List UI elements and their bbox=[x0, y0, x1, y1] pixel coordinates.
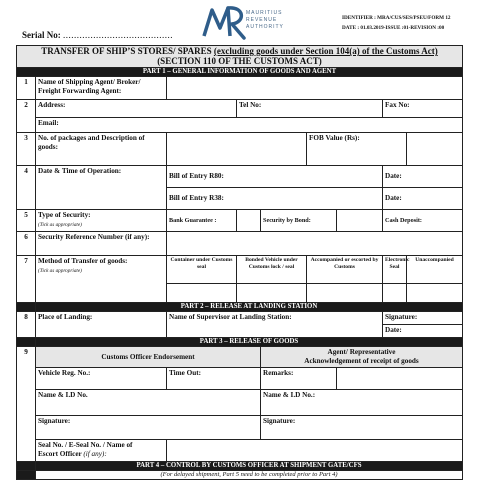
option-electronic-seal: Electronic Seal bbox=[383, 256, 407, 284]
agent-ack-line-1: Agent/ Representative bbox=[327, 348, 396, 356]
remarks-label: Remarks: bbox=[263, 369, 294, 377]
part1-heading: PART 1 – GENERAL INFORMATION OF GOODS AND AGENT bbox=[17, 68, 463, 77]
form-title bbox=[17, 46, 463, 68]
row-8-a bbox=[17, 312, 463, 325]
agent-signature-label: Signature: bbox=[263, 417, 296, 425]
row-number: 2 bbox=[17, 100, 36, 133]
r38-date-label: Date: bbox=[385, 194, 402, 202]
boe-r80-label: Bill of Entry R80: bbox=[169, 172, 224, 180]
part4-heading: PART 4 – CONTROL BY CUSTOMS OFFICER AT SHIPMENT GATE/CFS bbox=[36, 462, 463, 471]
option-bonded-vehicle: Bonded Vehicle under Customs lock / seal bbox=[237, 256, 307, 284]
security-type-text: Type of Security: bbox=[38, 211, 91, 219]
email-label: Email: bbox=[38, 119, 59, 127]
logo-text bbox=[246, 10, 284, 31]
date-issue-line: DATE : 01.03.2019-ISSUE :01-REVISION :00 bbox=[342, 25, 445, 31]
tick-electronic-seal[interactable] bbox=[383, 284, 407, 303]
row-9-vehicle bbox=[17, 368, 463, 390]
agent-ack-heading bbox=[261, 347, 463, 368]
fob-value-field[interactable] bbox=[307, 133, 407, 166]
bank-guarantee-label: Bank Guarantee : bbox=[167, 210, 237, 232]
packages-description-field[interactable] bbox=[167, 133, 307, 166]
agent-ack-line-2: Acknowledgement of receipt of goods bbox=[304, 357, 419, 365]
agent-name-id-label: Name & I.D No.: bbox=[263, 391, 316, 399]
tel-field[interactable] bbox=[237, 100, 383, 118]
bank-guarantee-checkbox[interactable] bbox=[237, 210, 261, 232]
part4-header-row bbox=[17, 462, 463, 471]
serial-label: Serial No: bbox=[22, 30, 61, 40]
row-number: 1 bbox=[17, 77, 36, 100]
landing-signature-field[interactable] bbox=[383, 312, 463, 325]
customs-form-table bbox=[16, 45, 463, 480]
time-out-label: Time Out: bbox=[169, 369, 202, 377]
r80-date-label: Date: bbox=[385, 172, 402, 180]
part4-note: (For delayed shipment, Part 5 need to be completed prior to Part 4) bbox=[36, 471, 463, 480]
seal-label-line-1: Seal No. / E-Seal No. / Name of bbox=[38, 441, 133, 449]
row-2-address bbox=[17, 100, 463, 118]
row-6 bbox=[17, 232, 463, 256]
transfer-method-text: Method of Transfer of goods: bbox=[38, 257, 128, 265]
option-container-seal: Container under Customs seal bbox=[167, 256, 237, 284]
seal-label-optional: (if any): bbox=[83, 450, 107, 458]
tick-hint: (Tick as appropriate) bbox=[38, 268, 82, 274]
agent-name-id-field[interactable] bbox=[261, 390, 463, 416]
row-1 bbox=[17, 77, 463, 100]
logo-text-line-1: MAURITIUS bbox=[246, 10, 283, 16]
logo-text-line-2: REVENUE bbox=[246, 17, 278, 23]
row-number: 9 bbox=[17, 347, 36, 462]
packages-description-label: No. of packages and Description of goods: bbox=[36, 133, 167, 166]
shipping-agent-field[interactable] bbox=[167, 77, 463, 100]
title-prefix: TRANSFER OF SHIP’S STORES/ SPARES bbox=[41, 46, 214, 56]
security-reference-label: Security Reference Number (if any): bbox=[36, 232, 167, 256]
part4-note-spacer bbox=[17, 471, 36, 480]
tel-label: Tel No: bbox=[239, 101, 262, 109]
row-9-name-id bbox=[17, 390, 463, 416]
tick-container-seal[interactable] bbox=[167, 284, 237, 303]
part3-header-row bbox=[17, 338, 463, 347]
row-5 bbox=[17, 210, 463, 232]
remarks-field[interactable] bbox=[261, 368, 337, 390]
part2-spacer bbox=[17, 303, 36, 312]
tick-bonded-vehicle[interactable] bbox=[237, 284, 307, 303]
fob-value-input[interactable] bbox=[407, 133, 463, 166]
customs-endorsement-heading: Customs Officer Endorsement bbox=[36, 347, 261, 368]
time-out-field[interactable] bbox=[167, 368, 261, 390]
logo-text-line-3: AUTHORITY bbox=[246, 24, 284, 30]
serial-dots: ........................................ bbox=[63, 30, 173, 40]
identifier-line: IDENTIFIER : MRA/CUS/SES/PSEU/FORM 12 bbox=[342, 15, 451, 21]
supervisor-name-field[interactable] bbox=[167, 312, 383, 338]
security-bond-label: Security by Bond: bbox=[261, 210, 337, 232]
vehicle-reg-field[interactable] bbox=[36, 368, 167, 390]
seal-number-field[interactable] bbox=[167, 440, 463, 462]
email-field[interactable] bbox=[36, 118, 463, 133]
boe-r38-label: Bill of Entry R38: bbox=[169, 194, 224, 202]
officer-name-id-label: Name & I.D No. bbox=[38, 391, 88, 399]
row-9-signature bbox=[17, 416, 463, 440]
cash-deposit-field[interactable] bbox=[383, 210, 463, 232]
part2-header-row bbox=[17, 303, 463, 312]
tick-escorted[interactable] bbox=[307, 284, 383, 303]
place-of-landing-label: Place of Landing: bbox=[36, 312, 167, 338]
part3-heading: PART 3 – RELEASE OF GOODS bbox=[36, 338, 463, 347]
seal-number-label bbox=[36, 440, 167, 462]
serial-number-field[interactable] bbox=[22, 30, 173, 40]
landing-date-label: Date: bbox=[385, 326, 402, 334]
row-2-email bbox=[17, 118, 463, 133]
officer-signature-field[interactable] bbox=[36, 416, 261, 440]
remarks-input[interactable] bbox=[337, 368, 463, 390]
security-reference-field[interactable] bbox=[167, 232, 463, 256]
bill-of-entry-r38-field[interactable] bbox=[167, 188, 383, 210]
supervisor-label: Name of Supervisor at Landing Station: bbox=[169, 313, 292, 321]
part2-heading: PART 2 – RELEASE AT LANDING STATION bbox=[36, 303, 463, 312]
part4-note-row bbox=[17, 471, 463, 480]
fob-label: FOB Value (Rs): bbox=[309, 134, 360, 142]
landing-date-field[interactable] bbox=[383, 325, 463, 338]
part3-spacer bbox=[17, 338, 36, 347]
cash-deposit-label: Cash Deposit: bbox=[385, 217, 422, 224]
address-label: Address: bbox=[38, 101, 66, 109]
shipping-agent-label: Name of Shipping Agent/ Broker/ Freight Forwarding Agent: bbox=[36, 77, 167, 100]
operation-datetime-label: Date & Time of Operation: bbox=[36, 166, 167, 210]
fax-label: Fax No: bbox=[385, 101, 410, 109]
option-unaccompanied: Unaccompanied bbox=[407, 256, 463, 284]
row-number: 4 bbox=[17, 166, 36, 210]
agent-signature-field[interactable] bbox=[261, 416, 463, 440]
row-9-seal bbox=[17, 440, 463, 462]
tick-hint: (Tick as appropriate) bbox=[38, 222, 82, 228]
r80-date-field[interactable] bbox=[383, 166, 463, 188]
security-type-label bbox=[36, 210, 167, 232]
form-title-row bbox=[17, 46, 463, 68]
security-bond-checkbox[interactable] bbox=[337, 210, 383, 232]
row-number: 7 bbox=[17, 256, 36, 303]
bill-of-entry-r80-field[interactable] bbox=[167, 166, 383, 188]
tick-unaccompanied[interactable] bbox=[407, 284, 463, 303]
row-9-headings bbox=[17, 347, 463, 368]
row-number: 8 bbox=[17, 312, 36, 338]
seal-label-line-2: Escort Officer bbox=[38, 450, 84, 458]
part4-spacer bbox=[17, 462, 36, 471]
address-field[interactable] bbox=[36, 100, 237, 118]
vehicle-reg-label: Vehicle Reg. No.: bbox=[38, 369, 91, 377]
transfer-method-label bbox=[36, 256, 167, 303]
officer-signature-label: Signature: bbox=[38, 417, 71, 425]
row-number: 3 bbox=[17, 133, 36, 166]
part1-header-row bbox=[17, 68, 463, 77]
row-4-r80 bbox=[17, 166, 463, 188]
fax-field[interactable] bbox=[383, 100, 463, 118]
row-number: 6 bbox=[17, 232, 36, 256]
landing-signature-label: Signature: bbox=[385, 313, 418, 321]
title-section: (SECTION 110 OF THE CUSTOMS ACT) bbox=[157, 55, 322, 66]
option-escorted: Accompanied or escorted by Customs bbox=[307, 256, 383, 284]
row-3 bbox=[17, 133, 463, 166]
officer-name-id-field[interactable] bbox=[36, 390, 261, 416]
title-underlined: (excluding goods under Section 104(a) of the Customs Act) bbox=[213, 46, 438, 56]
form-identifier bbox=[342, 13, 451, 33]
row-7-options bbox=[17, 256, 463, 284]
r38-date-field[interactable] bbox=[383, 188, 463, 210]
row-number: 5 bbox=[17, 210, 36, 232]
